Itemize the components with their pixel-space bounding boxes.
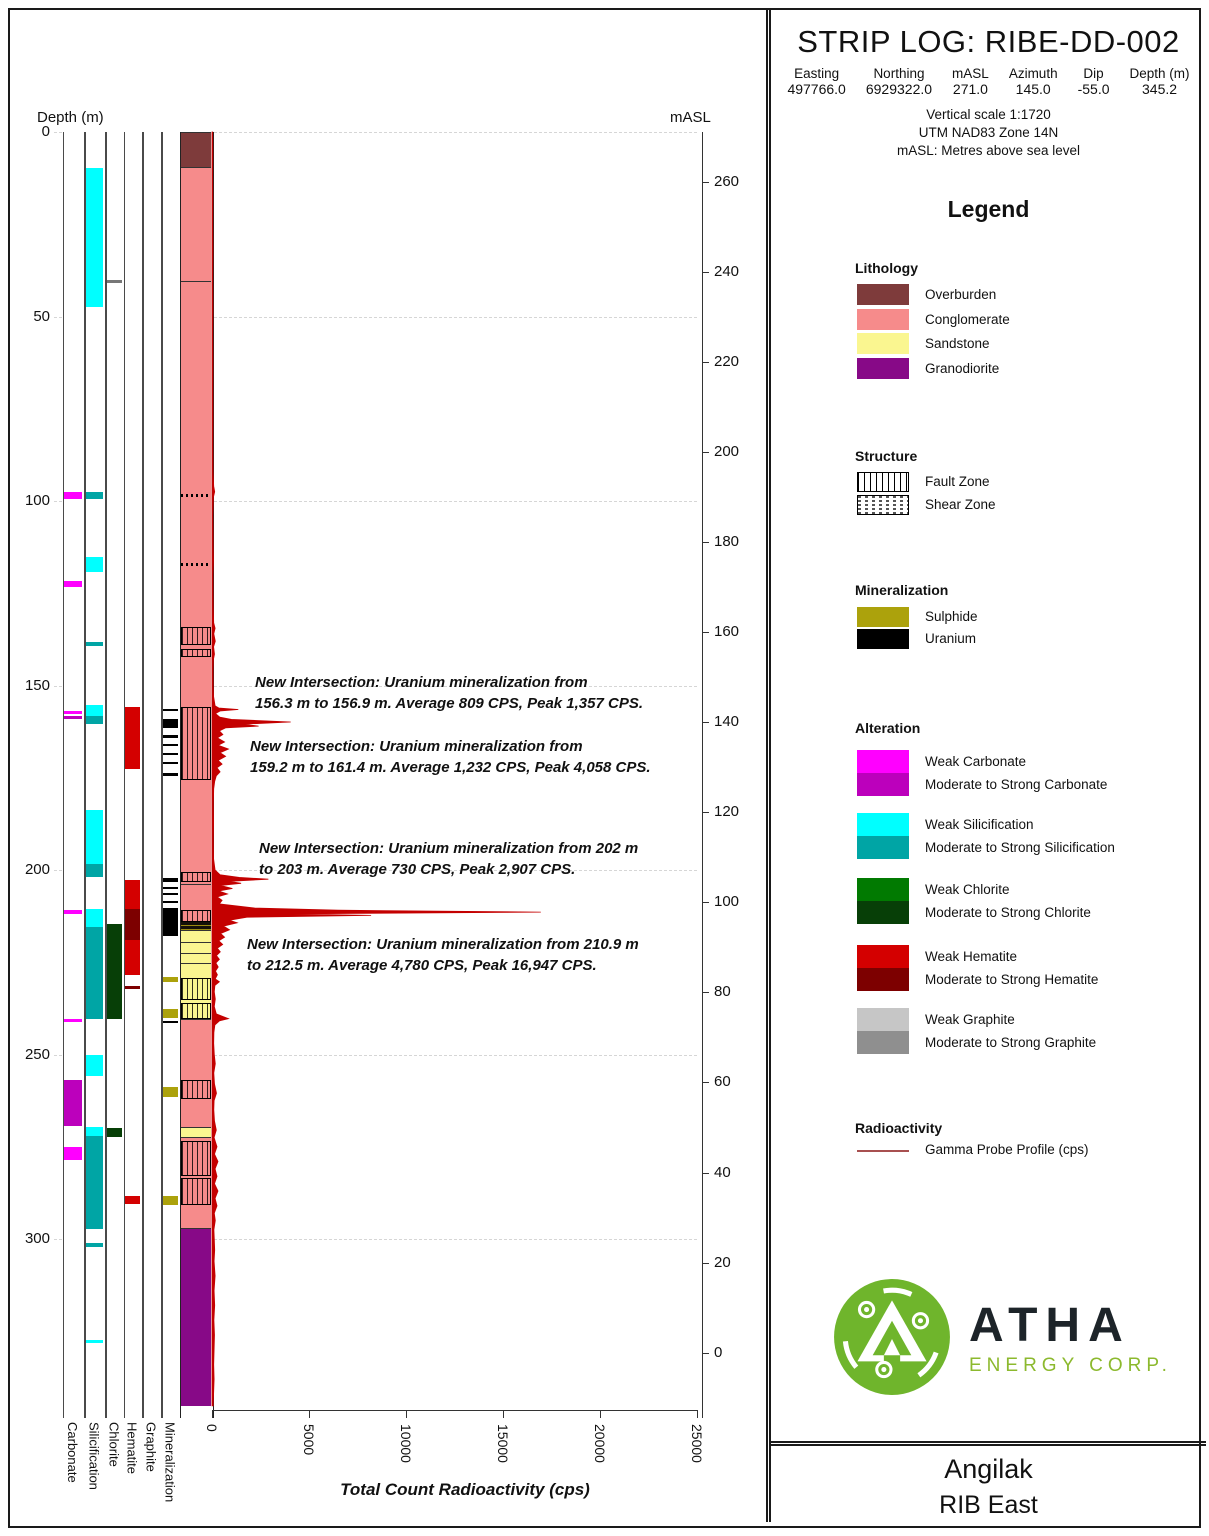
- interval-mineralization-sulphide: [163, 1087, 178, 1097]
- interval-mineralization-uranium: [163, 753, 178, 755]
- atha-logo: [831, 1276, 953, 1403]
- legend-alteration-strong-3-swatch: [857, 968, 909, 991]
- interval-carbonate-weak: [64, 492, 82, 499]
- note-line: UTM NAD83 Zone 14N: [918, 125, 1059, 141]
- annotation-line: New Intersection: Uranium mineralization from 202 m: [259, 840, 639, 857]
- masl-tick-label: 200: [714, 442, 740, 460]
- lithology-unit-overburden: [181, 132, 211, 167]
- interval-silicification-weak: [86, 168, 103, 307]
- fault-zone-band: [181, 1141, 211, 1176]
- title-panel: [766, 10, 1206, 1522]
- annotation-line: New Intersection: Uranium mineralization from: [250, 738, 583, 755]
- track-label-chlorite: Chlorite: [106, 1422, 122, 1467]
- collar-field: [1078, 66, 1110, 97]
- gamma-tick-label: 15000: [495, 1424, 511, 1463]
- page-title: STRIP LOG: RIBE-DD-002: [797, 24, 1180, 59]
- interval-carbonate-weak: [64, 1019, 82, 1022]
- masl-tick-label: 0: [714, 1343, 723, 1361]
- legend-mineralization-0-label: Sulphide: [925, 609, 978, 624]
- masl-axis-title: mASL: [670, 109, 711, 126]
- fault-zone-band: [181, 872, 211, 882]
- fault-zone-band: [181, 978, 211, 1000]
- masl-tick-label: 220: [714, 352, 740, 370]
- gamma-tick-label: 10000: [398, 1424, 414, 1463]
- interval-carbonate-strong: [64, 1080, 82, 1126]
- interval-silicification-weak: [86, 1055, 103, 1075]
- legend-structure-header: Structure: [855, 448, 918, 464]
- depth-tick-label: 300: [24, 1230, 50, 1247]
- legend-lithology-0-swatch: [857, 284, 909, 305]
- track-hematite: [124, 132, 143, 1418]
- masl-tick-label: 100: [714, 893, 740, 911]
- legend-alteration-strong-2-label: Moderate to Strong Chlorite: [925, 905, 1091, 920]
- fault-zone-band: [181, 1080, 211, 1099]
- interval-silicification-weak: [86, 909, 103, 927]
- masl-tick-label: 180: [714, 532, 740, 550]
- note-line: Vertical scale 1:1720: [926, 107, 1051, 122]
- project-box: [771, 1441, 1206, 1522]
- interval-silicification-strong: [86, 492, 103, 499]
- fault-zone-band: [181, 910, 211, 922]
- depth-tick-label: 100: [24, 492, 50, 509]
- legend-mineralization-header: Mineralization: [855, 582, 949, 598]
- intersection-annotation: [250, 736, 651, 778]
- intersection-annotation: [255, 672, 643, 714]
- lithology-unit-granodiorite: [181, 1228, 211, 1406]
- depth-tick-label: 150: [24, 676, 50, 694]
- legend-lithology-1-swatch: [857, 309, 909, 330]
- gamma-tick-label: 5000: [301, 1424, 317, 1456]
- legend-lithology-1-label: Conglomerate: [925, 311, 1010, 327]
- legend-lithology-header: Lithology: [855, 260, 918, 276]
- collar-field: [1130, 66, 1190, 97]
- interval-mineralization-uranium: [163, 878, 178, 882]
- track-label-silicification: Silicification: [86, 1422, 102, 1490]
- depth-axis-title: Depth (m): [37, 109, 104, 126]
- interval-hematite-weak: [125, 707, 140, 769]
- collar-field-value: 345.2: [1142, 81, 1178, 97]
- collar-field: [866, 66, 932, 97]
- interval-chlorite-strong: [107, 1128, 122, 1137]
- gamma-tick-label: 20000: [592, 1424, 608, 1463]
- interval-hematite-weak: [125, 940, 140, 974]
- depth-tick-label: 50: [33, 307, 50, 325]
- collar-field-label: Northing: [873, 66, 925, 81]
- legend-alteration-weak-0-swatch: [857, 750, 909, 773]
- legend-alteration-weak-2-swatch: [857, 878, 909, 901]
- collar-field-label: Easting: [794, 66, 840, 81]
- masl-tick-label: 240: [714, 262, 740, 280]
- legend-title: Legend: [947, 196, 1030, 222]
- collar-field-label: Dip: [1083, 66, 1104, 81]
- interval-carbonate-weak: [64, 711, 82, 714]
- collar-info-table: [771, 66, 1206, 97]
- legend-alteration-weak-4-label: Weak Graphite: [925, 1012, 1015, 1027]
- legend-mineralization-1-swatch: [857, 629, 909, 649]
- fault-zone-band: [181, 1003, 211, 1019]
- intersection-annotation: [247, 934, 639, 976]
- collar-field-value: 271.0: [952, 81, 988, 97]
- interval-silicification-strong: [86, 642, 103, 645]
- logo-subtitle: ENERGY CORP.: [969, 1355, 1172, 1376]
- fault-zone-band: [181, 1178, 211, 1205]
- interval-carbonate-weak: [64, 910, 82, 914]
- legend-radioactivity-label: Gamma Probe Profile (cps): [925, 1142, 1089, 1157]
- track-chlorite: [106, 132, 125, 1418]
- collar-field-value: 145.0: [1015, 81, 1051, 97]
- legend-alteration-weak-4-swatch: [857, 1008, 909, 1031]
- interval-silicification-weak: [86, 810, 103, 864]
- logo-wordmark: [969, 1298, 1172, 1377]
- title-block: [771, 24, 1206, 161]
- depth-tick-label: 250: [24, 1045, 50, 1063]
- interval-mineralization-uranium: [163, 719, 178, 727]
- depth-tick-label: 0: [41, 123, 50, 140]
- collar-field: [1009, 66, 1058, 97]
- interval-mineralization-sulphide: [163, 1009, 178, 1019]
- interval-carbonate-weak: [64, 1147, 82, 1160]
- legend-mineralization-0-swatch: [857, 607, 909, 627]
- interval-carbonate-weak: [64, 581, 82, 586]
- collar-field-label: Azimuth: [1008, 66, 1058, 81]
- legend-lithology-3-label: Granodiorite: [925, 360, 1000, 376]
- legend-alteration-strong-2-swatch: [857, 901, 909, 924]
- legend-radioactivity-header: Radioactivity: [855, 1120, 943, 1136]
- interval-mineralization-uranium: [163, 744, 178, 746]
- track-label-mineralization: Mineralization: [162, 1422, 178, 1503]
- project-area: RIB East: [939, 1491, 1038, 1519]
- collar-field: [787, 66, 845, 97]
- lithology-unit-conglomerate: [181, 1019, 211, 1127]
- dotted-structure-line: [181, 494, 211, 497]
- bedding-line: [181, 942, 211, 943]
- masl-tick-label: 20: [714, 1253, 731, 1271]
- interval-mineralization-uranium: [163, 773, 178, 775]
- legend-lithology-3-swatch: [857, 358, 909, 379]
- interval-mineralization-uranium: [163, 735, 178, 737]
- collar-field-value: -55.0: [1077, 81, 1110, 97]
- gamma-tick-label: 0: [204, 1424, 220, 1432]
- legend-lithology-0-label: Overburden: [925, 287, 997, 302]
- gamma-tick-label: 25000: [689, 1424, 705, 1463]
- annotation-line: New Intersection: Uranium mineralization from: [255, 674, 588, 691]
- legend-alteration-strong-0-label: Moderate to Strong Carbonate: [925, 777, 1108, 792]
- legend-structure-0-swatch: [857, 472, 909, 492]
- masl-tick-label: 260: [714, 172, 740, 190]
- track-carbonate: [63, 132, 85, 1418]
- interval-mineralization-sulphide: [163, 1196, 178, 1205]
- interval-silicification-strong: [86, 927, 103, 1019]
- track-label-hematite: Hematite: [124, 1422, 140, 1475]
- track-label-carbonate: Carbonate: [65, 1422, 80, 1483]
- masl-tick-label: 120: [714, 803, 740, 821]
- intersection-annotation: [259, 838, 638, 880]
- depth-tick-label: 200: [24, 861, 50, 878]
- interval-silicification-strong: [86, 1136, 103, 1228]
- legend-mineralization-1-label: Uranium: [925, 631, 977, 646]
- masl-tick-label: 160: [714, 623, 740, 641]
- collar-field-label: Depth (m): [1129, 66, 1190, 81]
- annotation-line: New Intersection: Uranium mineralization from 210.9 m: [247, 936, 639, 953]
- legend-lithology-2-label: Sandstone: [925, 336, 990, 351]
- project-name: Angilak: [944, 1454, 1033, 1484]
- bedding-line: [181, 281, 211, 282]
- interval-mineralization-uranium: [163, 887, 178, 889]
- fault-zone-band: [181, 649, 211, 657]
- interval-mineralization-uranium: [163, 762, 178, 764]
- dotted-structure-line: [181, 563, 211, 566]
- gamma-axis-title: Total Count Radioactivity (cps): [340, 1480, 590, 1499]
- annotation-line: to 203 m. Average 730 CPS, Peak 2,907 CPS.: [259, 861, 576, 878]
- interval-hematite-strong: [125, 986, 140, 989]
- masl-tick-label: 140: [714, 713, 740, 731]
- interval-mineralization-uranium: [163, 1021, 178, 1024]
- interval-silicification-strong: [86, 716, 103, 724]
- legend-alteration-weak-1-label: Weak Silicification: [925, 817, 1034, 832]
- track-label-graphite: Graphite: [143, 1422, 159, 1472]
- track-graphite: [143, 132, 162, 1418]
- bedding-line: [181, 963, 211, 964]
- interval-silicification-strong: [86, 1243, 103, 1246]
- legend-alteration-strong-0-swatch: [857, 773, 909, 796]
- atha-logo-icon: [831, 1276, 953, 1398]
- interval-silicification-weak: [86, 705, 103, 716]
- masl-tick-label: 40: [714, 1163, 731, 1181]
- masl-tick-label: 60: [714, 1073, 731, 1091]
- legend-alteration-header: Alteration: [855, 720, 921, 736]
- legend-alteration-weak-2-label: Weak Chlorite: [925, 882, 1010, 897]
- interval-silicification-weak: [86, 1127, 103, 1136]
- legend-alteration-strong-4-label: Moderate to Strong Graphite: [925, 1035, 1097, 1050]
- interval-chlorite-strong: [107, 924, 122, 1019]
- interval-hematite-weak: [125, 880, 140, 909]
- note-line: mASL: Metres above sea level: [896, 143, 1081, 159]
- map-notes: [771, 106, 1206, 161]
- annotation-line: to 212.5 m. Average 4,780 CPS, Peak 16,947 CPS.: [247, 957, 597, 974]
- masl-tick-label: 80: [714, 983, 731, 1001]
- interval-carbonate-strong: [64, 716, 82, 719]
- bedding-line: [181, 953, 211, 954]
- legend-alteration-strong-1-label: Moderate to Strong Silicification: [925, 840, 1115, 855]
- page-border: [8, 8, 1201, 1528]
- interval-mineralization-uranium: [163, 908, 178, 936]
- legend-structure-0-label: Fault Zone: [925, 474, 990, 489]
- annotation-line: 159.2 m to 161.4 m. Average 1,232 CPS, Peak 4,058 CPS.: [250, 759, 651, 776]
- legend-alteration-weak-3-label: Weak Hematite: [925, 949, 1018, 964]
- interval-hematite-strong: [125, 909, 140, 941]
- interval-hematite-weak: [125, 1196, 140, 1204]
- legend-alteration-strong-3-label: Moderate to Strong Hematite: [925, 972, 1099, 987]
- lithology-unit-sandstone: [181, 1127, 211, 1137]
- interval-mineralization-uranium: [163, 893, 178, 895]
- legend-alteration-weak-1-swatch: [857, 813, 909, 836]
- interval-silicification-weak: [86, 1340, 103, 1343]
- logo-brand: ATHA: [969, 1299, 1131, 1352]
- interval-silicification-weak: [86, 557, 103, 572]
- log-plot: [10, 10, 764, 1526]
- legend-alteration-strong-1-swatch: [857, 836, 909, 859]
- legend-structure-1-swatch: [857, 495, 909, 515]
- collar-field-value: 6929322.0: [865, 81, 933, 97]
- collar-field: [952, 66, 989, 97]
- interval-chlorite-trace: [107, 280, 122, 282]
- collar-field-value: 497766.0: [787, 81, 846, 97]
- interval-mineralization-uranium: [163, 901, 178, 903]
- interval-mineralization-sulphide: [163, 977, 178, 983]
- legend-alteration-strong-4-swatch: [857, 1031, 909, 1054]
- legend-alteration-weak-3-swatch: [857, 945, 909, 968]
- annotation-line: 156.3 m to 156.9 m. Average 809 CPS, Peak 1,357 CPS.: [255, 695, 644, 712]
- legend-structure-1-label: Shear Zone: [925, 497, 996, 512]
- bedding-line: [181, 884, 211, 885]
- interval-mineralization-uranium: [163, 709, 178, 711]
- fault-zone-band: [181, 707, 211, 779]
- legend-alteration-weak-0-label: Weak Carbonate: [925, 754, 1027, 769]
- collar-field-label: mASL: [952, 66, 989, 81]
- legend-lithology-2-swatch: [857, 333, 909, 354]
- interval-silicification-strong: [86, 864, 103, 877]
- legend-radioactivity-swatch: [857, 1150, 909, 1152]
- fault-zone-band: [181, 627, 211, 645]
- shear-zone-band: [181, 922, 211, 930]
